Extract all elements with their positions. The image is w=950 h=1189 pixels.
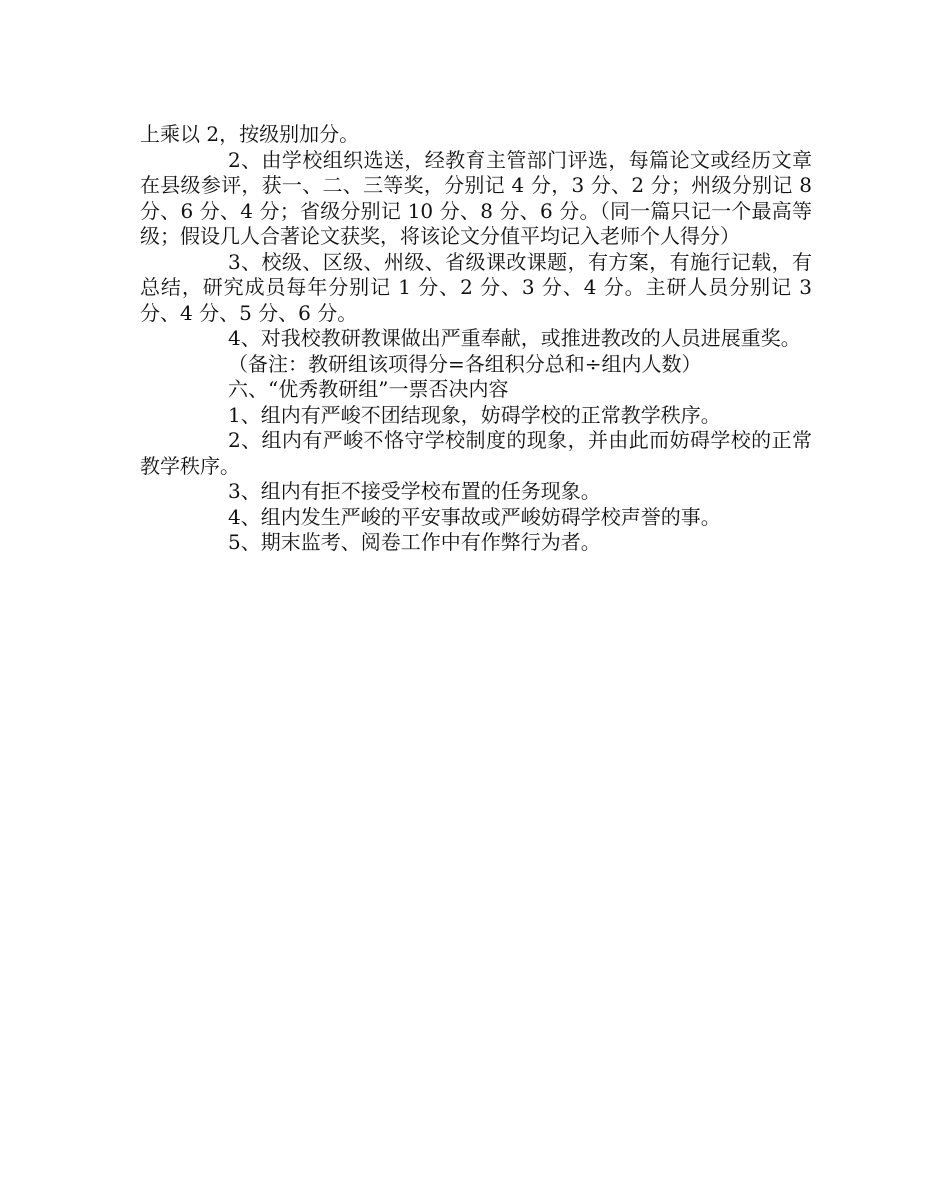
paragraph-item-3-research-projects: 3、校级、区级、州级、省级课改课题，有方案，有施行记载，有总结，研究成员每年分别记 1 分、2 分、3 分、4 分。主研人员分别记 3 分、4 分、5 分、6 分。	[140, 249, 812, 325]
veto-item-3: 3、组内有拒不接受学校布置的任务现象。	[228, 479, 601, 503]
paragraph-continuation: 上乘以 2，按级别加分。	[140, 122, 360, 146]
section-heading-veto: 六、“优秀教研组”一票否决内容	[228, 377, 509, 401]
paragraph-item-4-major-contribution: 4、对我校教研教课做出严重奉献，或推进教改的人员进展重奖。	[228, 326, 801, 350]
document-body	[140, 122, 812, 556]
veto-item-5: 5、期末监考、阅卷工作中有作弊行为者。	[228, 530, 601, 554]
veto-item-2: 2、组内有严峻不恪守学校制度的现象，并由此而妨碍学校的正常教学秩序。	[140, 428, 812, 478]
paragraph-note: （备注：教研组该项得分=各组积分总和÷组内人数）	[228, 351, 702, 376]
veto-item-4: 4、组内发生严峻的平安事故或严峻妨碍学校声誉的事。	[228, 504, 721, 529]
paragraph-item-2-paper-awards: 2、由学校组织选送，经教育主管部门评选，每篇论文或经历文章在县级参评，获一、二、三等奖，分别记 4 分，3 分、2 分；州级分别记 8 分、6 分、4 分；省级分别记 10 分、8 分、6 分。（同一篇只记一个最高等级；假设几人合著论文获奖，将该论文分值平均记入老师个人得分）	[140, 147, 812, 248]
veto-item-1: 1、组内有严峻不团结现象，妨碍学校的正常教学秩序。	[228, 402, 721, 427]
